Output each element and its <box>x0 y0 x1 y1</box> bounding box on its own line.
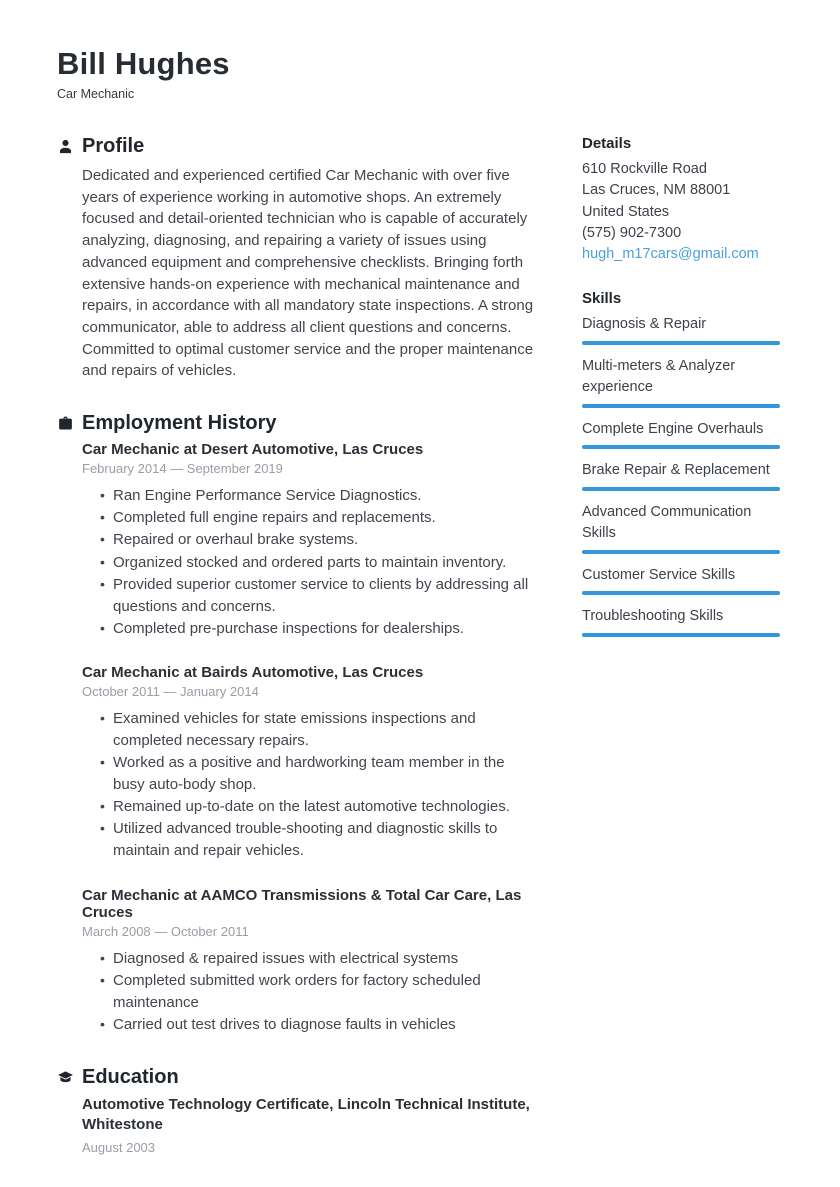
job-bullet: • Completed pre-purchase inspections for dealerships. <box>82 618 540 640</box>
resume-header <box>57 46 780 101</box>
candidate-job-title: Car Mechanic <box>57 87 135 101</box>
content-columns <box>57 135 780 1185</box>
job-dates: October 2011 — January 2014 <box>82 684 259 700</box>
job-bullet-list <box>82 948 540 1036</box>
job-entry <box>82 664 540 861</box>
briefcase-icon <box>57 415 74 432</box>
skill-item <box>582 419 780 450</box>
skill-label: Diagnosis & Repair <box>582 316 707 333</box>
job-bullet: • Remained up-to-date on the latest automotive technologies. <box>82 796 540 818</box>
address-line-1: 610 Rockville Road <box>582 161 707 177</box>
employment-heading: Employment History <box>82 412 277 435</box>
main-column <box>57 135 540 1185</box>
skill-level-bar <box>582 633 780 637</box>
skill-item <box>582 606 780 637</box>
profile-text: Dedicated and experienced certified Car Mechanic with over five years of experience working in automotive shops. An extremely focused and detail-oriented technician who is capable of accurately analyzing, diagnosing, and repairing a variety of issues using advanced equipment and comprehensive checklists. Bringing forth extensive hands-on experience with mechanical maintenance and repairs, in accordance with all mandatory state inspections. A strong communicator, able to address all client questions and concerns. Committed to optimal customer service and the proper maintenance and repairs of vehicles. <box>82 167 534 380</box>
job-bullet: • Organized stocked and ordered parts to maintain inventory. <box>82 552 540 574</box>
skill-level-bar <box>582 550 780 554</box>
employment-section-header <box>57 412 540 435</box>
profile-section <box>57 135 540 382</box>
sidebar <box>582 135 780 1185</box>
skill-label: Advanced Communication Skills <box>582 503 752 542</box>
profile-heading: Profile <box>82 135 145 157</box>
country: United States <box>582 203 670 220</box>
skill-level-bar <box>582 341 780 345</box>
skill-item <box>582 502 780 554</box>
employment-section <box>57 412 540 1036</box>
person-icon <box>57 138 74 155</box>
email-link[interactable]: hugh_m17cars@gmail.com <box>582 246 759 263</box>
job-entry <box>82 887 540 1036</box>
skill-label: Complete Engine Overhauls <box>582 420 764 437</box>
job-bullet: • Completed full engine repairs and replacements. <box>82 507 540 529</box>
job-bullet-list <box>82 708 540 861</box>
skill-item <box>582 314 780 345</box>
address-line-2: Las Cruces, NM 88001 <box>582 182 731 199</box>
job-entry <box>82 441 540 639</box>
education-heading: Education <box>82 1065 179 1088</box>
job-bullet: • Utilized advanced trouble-shooting and diagnostic skills to maintain and repair vehicles. <box>82 818 540 861</box>
job-bullet: • Completed submitted work orders for factory scheduled maintenance <box>82 970 540 1013</box>
skill-label: Customer Service Skills <box>582 566 736 583</box>
skill-level-bar <box>582 591 780 595</box>
education-section <box>57 1066 540 1155</box>
job-title: Car Mechanic at AAMCO Transmissions & Total Car Care, Las Cruces <box>82 886 522 921</box>
job-bullet: • Ran Engine Performance Service Diagnostics. <box>82 485 540 507</box>
skill-item <box>582 460 780 491</box>
job-bullet: • Carried out test drives to diagnose faults in vehicles <box>82 1014 540 1036</box>
education-title: Automotive Technology Certificate, Lincoln Technical Institute, Whitestone <box>82 1095 530 1134</box>
job-title: Car Mechanic at Desert Automotive, Las Cruces <box>82 441 424 459</box>
skill-item <box>582 356 780 408</box>
education-section-header <box>57 1066 540 1089</box>
graduation-cap-icon <box>57 1069 74 1086</box>
skills-block <box>582 290 780 637</box>
job-dates: March 2008 — October 2011 <box>82 923 249 939</box>
education-date: August 2003 <box>82 1139 156 1155</box>
skill-level-bar <box>582 487 780 491</box>
skill-label: Multi-meters & Analyzer experience <box>582 357 736 396</box>
job-bullet: • Examined vehicles for state emissions inspections and completed necessary repairs. <box>82 708 540 751</box>
skill-level-bar <box>582 445 780 449</box>
skill-label: Troubleshooting Skills <box>582 608 724 625</box>
profile-section-header <box>57 135 540 158</box>
job-bullet: • Provided superior customer service to clients by addressing all questions and concerns. <box>82 574 540 617</box>
skill-item <box>582 565 780 596</box>
job-bullet: • Worked as a positive and hardworking team member in the busy auto-body shop. <box>82 752 540 795</box>
job-bullet: • Diagnosed & repaired issues with electrical systems <box>82 948 540 970</box>
job-bullet: • Repaired or overhaul brake systems. <box>82 529 540 551</box>
candidate-name: Bill Hughes <box>57 46 230 81</box>
job-dates: February 2014 — September 2019 <box>82 461 283 477</box>
job-bullet-list <box>82 485 540 639</box>
details-heading: Details <box>582 135 632 152</box>
skill-label: Brake Repair & Replacement <box>582 462 770 479</box>
details-block <box>582 135 780 265</box>
job-title: Car Mechanic at Bairds Automotive, Las Cruces <box>82 664 424 682</box>
phone-number: (575) 902-7300 <box>582 224 682 241</box>
skills-heading: Skills <box>582 290 622 308</box>
skill-level-bar <box>582 404 780 408</box>
education-entry <box>82 1095 540 1155</box>
